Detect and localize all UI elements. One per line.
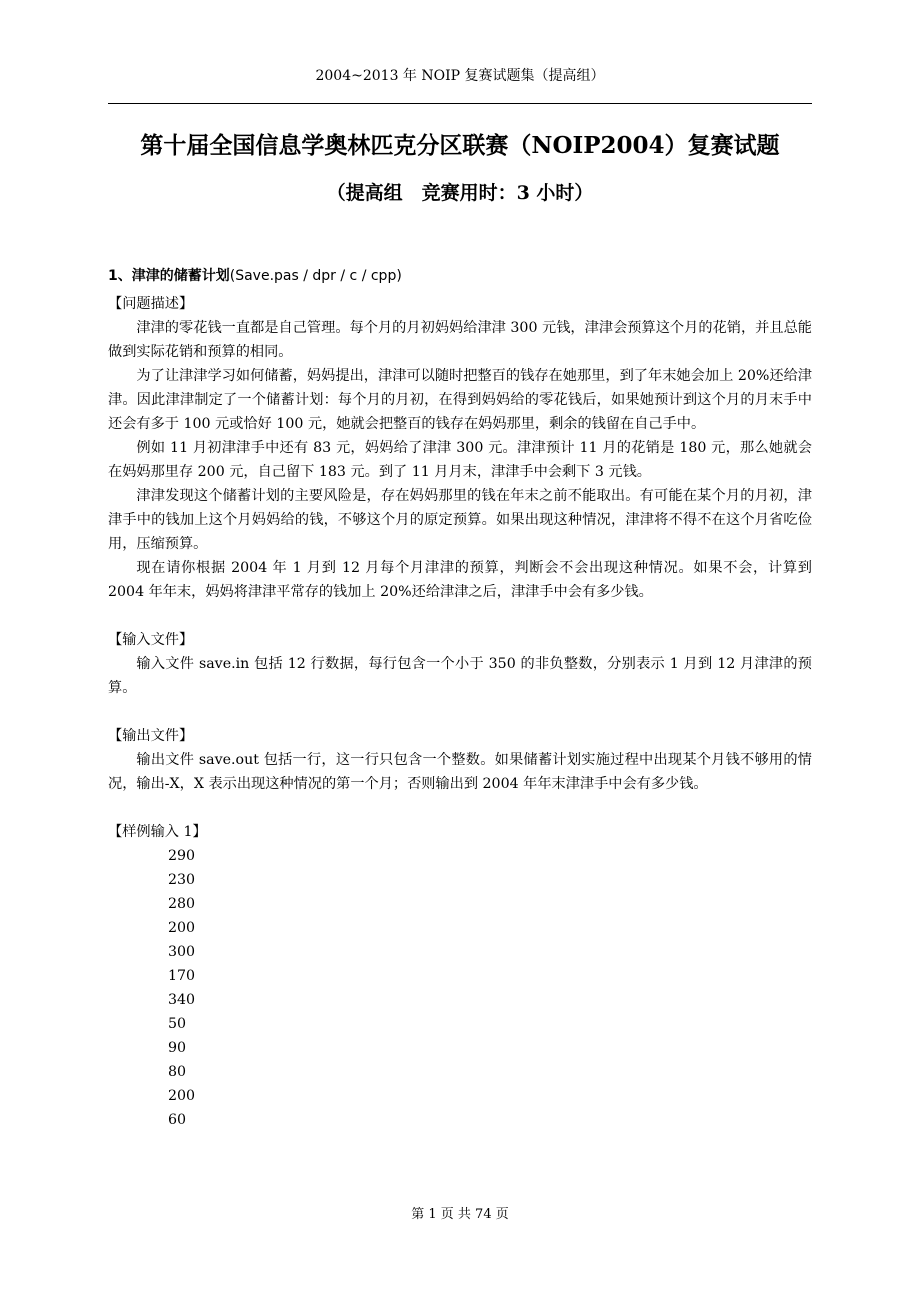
sample-value: 300	[168, 944, 196, 960]
sample-value: 280	[168, 896, 196, 912]
sample-value: 200	[168, 1088, 196, 1104]
sample-input-label: 【样例输入 1】	[108, 824, 207, 840]
header-rule	[108, 103, 812, 104]
spacer	[108, 604, 812, 628]
sample-value: 200	[168, 920, 196, 936]
sample-value: 50	[168, 1016, 187, 1032]
sample-value: 80	[168, 1064, 187, 1080]
problem-name: 津津的储蓄计划	[131, 268, 230, 284]
input-description: 输入文件 save.in 包括 12 行数据，每行包含一个小于 350 的非负整数，分别表示 1 月到 12 月津津的预算。	[108, 656, 812, 696]
sample-value: 60	[168, 1112, 187, 1128]
sample-value: 170	[168, 968, 196, 984]
document-title: 第十届全国信息学奥林匹克分区联赛（NOIP2004）复赛试题	[140, 132, 780, 159]
description-paragraph: 例如 11 月初津津手中还有 83 元，妈妈给了津津 300 元。津津预计 11 月的花销是 180 元，那么她就会在妈妈那里存 200 元，自己留下 183 元。到了 11 月月末，津津手中会剩下 3 元钱。	[108, 440, 812, 480]
problem-heading	[108, 264, 812, 288]
sample-value: 230	[168, 872, 196, 888]
description-paragraph: 现在请你根据 2004 年 1 月到 12 月每个月津津的预算，判断会不会出现这种情况。如果不会，计算到 2004 年年末，妈妈将津津平常存的钱加上 20%还给津津之后，津津手中会有多少钱。	[108, 560, 812, 600]
sample-value: 90	[168, 1040, 187, 1056]
description-paragraph: 津津的零花钱一直都是自己管理。每个月的月初妈妈给津津 300 元钱，津津会预算这个月的花销，并且总能做到实际花销和预算的相同。	[108, 320, 812, 360]
spacer	[108, 796, 812, 820]
problem-content	[108, 264, 812, 1132]
page-number-footer: 第 1 页 共 74 页	[411, 1207, 509, 1222]
output-description: 输出文件 save.out 包括一行，这一行只包含一个整数。如果储蓄计划实施过程中出现某个月钱不够用的情况，输出-X，X 表示出现这种情况的第一个月；否则输出到 2004 年年末津津手中会有多少钱。	[108, 752, 812, 792]
spacer	[108, 700, 812, 724]
description-label: 【问题描述】	[108, 296, 194, 312]
description-paragraph: 津津发现这个储蓄计划的主要风险是，存在妈妈那里的钱在年末之前不能取出。有可能在某个月的月初，津津手中的钱加上这个月妈妈给的钱，不够这个月的原定预算。如果出现这种情况，津津将不得不在这个月省吃俭用，压缩预算。	[108, 488, 812, 552]
sample-value: 290	[168, 848, 196, 864]
input-label: 【输入文件】	[108, 632, 194, 648]
running-header: 2004~2013 年 NOIP 复赛试题集（提高组）	[315, 68, 605, 84]
description-paragraph: 为了让津津学习如何储蓄，妈妈提出，津津可以随时把整百的钱存在她那里，到了年末她会加上 20%还给津津。因此津津制定了一个储蓄计划：每个月的月初，在得到妈妈给的零花钱后，如果她预计到这个月的月末手中还会有多于 100 元或恰好 100 元，她就会把整百的钱存在妈妈那里，剩余的钱留在自己手中。	[108, 368, 812, 432]
problem-number: 1、	[108, 268, 132, 284]
problem-files: (Save.pas / dpr / c / cpp)	[229, 268, 402, 284]
sample-value: 340	[168, 992, 196, 1008]
document-subtitle: （提高组 竞赛用时：3 小时）	[326, 182, 594, 204]
output-label: 【输出文件】	[108, 728, 194, 744]
sample-input-values	[108, 844, 812, 1132]
